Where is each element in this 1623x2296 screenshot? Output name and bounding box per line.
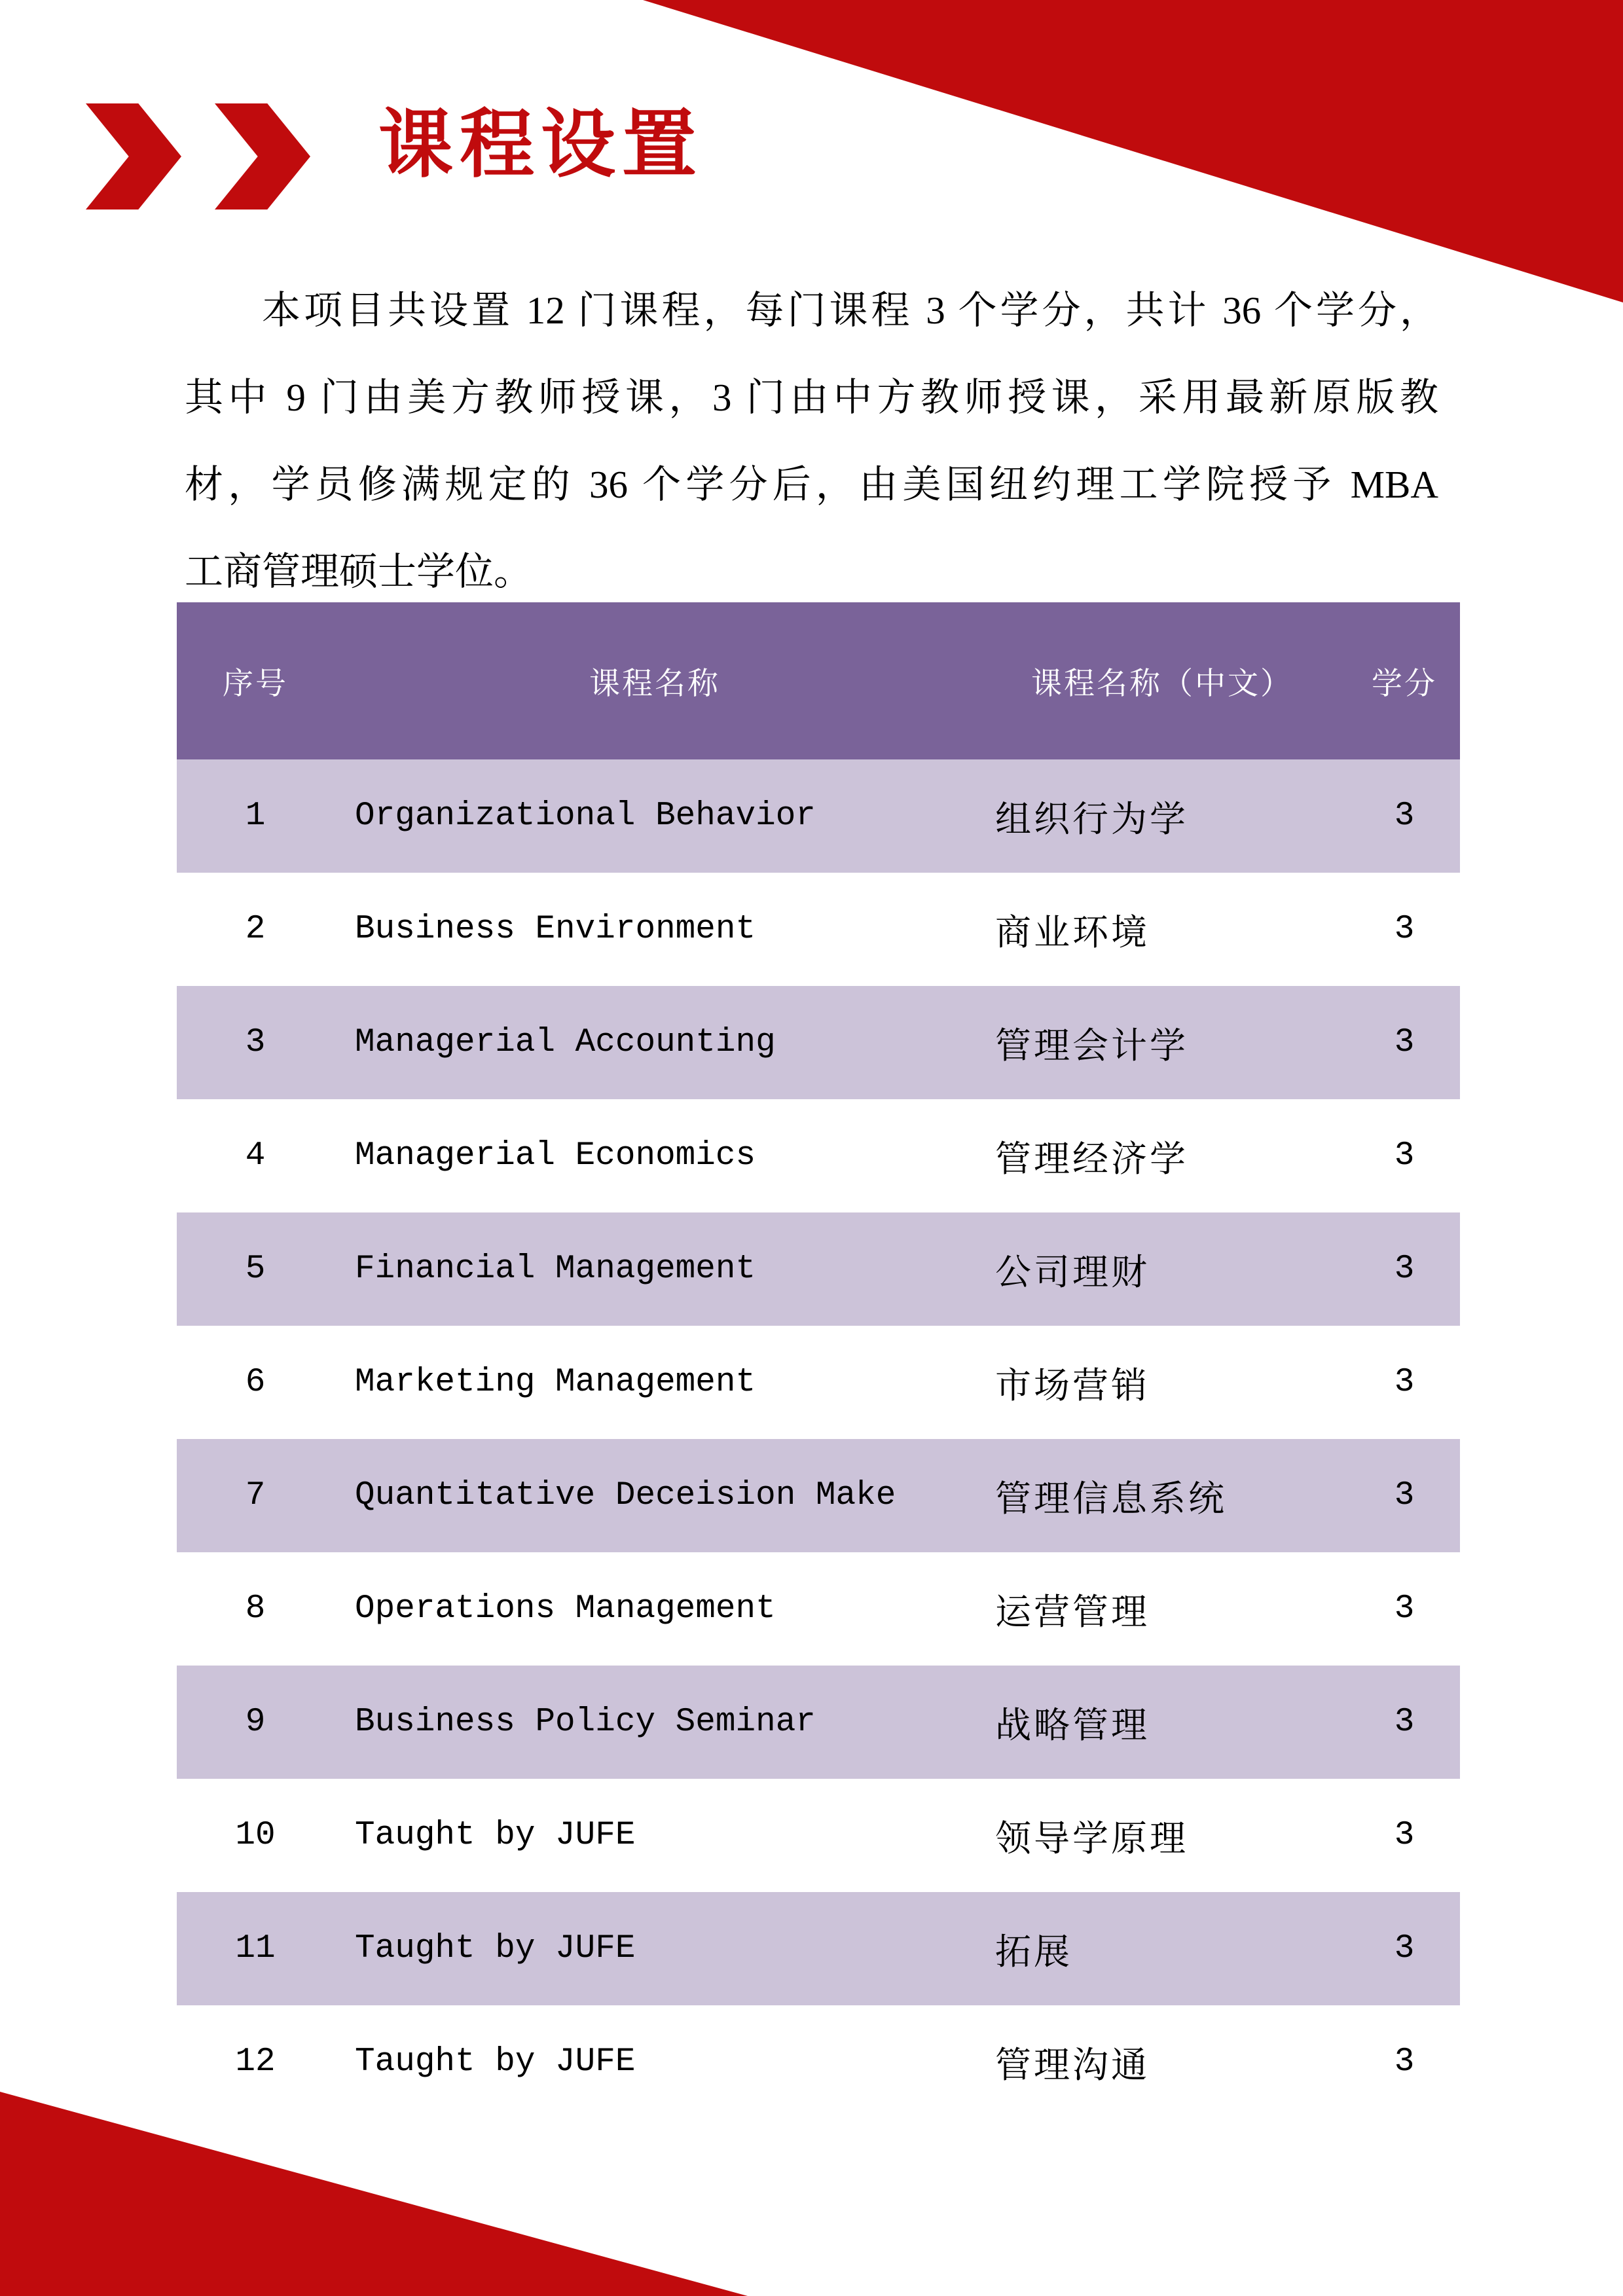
- cell-no: 10: [235, 1817, 276, 1854]
- cell-course-en: Managerial Accounting: [355, 1024, 776, 1061]
- cell-course-en: Taught by JUFE: [355, 1930, 636, 1967]
- cell-course-zh: 战略管理: [995, 1705, 1150, 1745]
- course-table: [177, 602, 1460, 2119]
- chevron-right-icon: [86, 103, 181, 210]
- intro-paragraph: [185, 267, 1438, 615]
- cell-course-zh: 组织行为学: [995, 799, 1189, 839]
- cell-credits: 3: [1394, 1137, 1415, 1175]
- cell-course-zh: 管理信息系统: [995, 1479, 1228, 1519]
- cell-credits: 3: [1394, 1364, 1415, 1401]
- table-row: [177, 1326, 1460, 1439]
- cell-no: 7: [245, 1477, 266, 1514]
- cell-no: 1: [245, 797, 266, 835]
- cell-course-zh: 管理会计学: [995, 1026, 1189, 1066]
- table-row: [177, 1099, 1460, 1212]
- cell-no: 8: [245, 1590, 266, 1628]
- header-name-en: 课程名称: [589, 666, 720, 701]
- cell-no: 4: [245, 1137, 266, 1175]
- table-row: [177, 2005, 1460, 2119]
- chevron-right-icon: [215, 103, 310, 210]
- table-header-row: [177, 602, 1460, 759]
- table-row: [177, 1212, 1460, 1326]
- cell-course-en: Quantitative Deceision Make: [355, 1477, 896, 1514]
- section-header: [0, 0, 1623, 249]
- cell-no: 3: [245, 1024, 266, 1061]
- cell-course-zh: 商业环境: [995, 913, 1150, 953]
- table-row: [177, 1666, 1460, 1779]
- header-no: 序号: [223, 666, 288, 701]
- cell-credits: 3: [1394, 1024, 1415, 1061]
- cell-credits: 3: [1394, 1250, 1415, 1288]
- cell-course-en: Taught by JUFE: [355, 1817, 636, 1854]
- cell-course-zh: 运营管理: [995, 1592, 1150, 1632]
- cell-credits: 3: [1394, 1477, 1415, 1514]
- cell-course-zh: 领导学原理: [995, 1819, 1189, 1859]
- cell-course-zh: 管理沟通: [995, 2045, 1150, 2085]
- table-row: [177, 986, 1460, 1099]
- cell-course-en: Financial Management: [355, 1250, 756, 1288]
- intro-line: 材，学员修满规定的 36 个学分后，由美国纽约理工学院授予 MBA: [185, 463, 1438, 506]
- cell-course-zh: 拓展: [995, 1932, 1073, 1972]
- page-title: 课程设置: [378, 103, 704, 187]
- cell-course-en: Managerial Economics: [355, 1137, 756, 1175]
- cell-credits: 3: [1394, 797, 1415, 835]
- header-name-zh: 课程名称（中文）: [1031, 666, 1293, 701]
- cell-credits: 3: [1394, 1590, 1415, 1628]
- table-row: [177, 1439, 1460, 1552]
- corner-triangle-bottom-left: [0, 2092, 748, 2296]
- cell-course-en: Business Policy Seminar: [355, 1704, 816, 1741]
- table-row: [177, 759, 1460, 873]
- cell-no: 5: [245, 1250, 266, 1288]
- intro-line: 本项目共设置 12 门课程，每门课程 3 个学分，共计 36 个学分，: [262, 289, 1438, 332]
- cell-credits: 3: [1394, 911, 1415, 948]
- cell-no: 9: [245, 1704, 266, 1741]
- cell-credits: 3: [1394, 1817, 1415, 1854]
- intro-line: 其中 9 门由美方教师授课，3 门由中方教师授课，采用最新原版教: [185, 376, 1438, 419]
- table-row: [177, 1552, 1460, 1666]
- table-row: [177, 1892, 1460, 2005]
- cell-credits: 3: [1394, 2043, 1415, 2081]
- cell-no: 12: [235, 2043, 276, 2081]
- cell-course-zh: 市场营销: [995, 1366, 1150, 1406]
- cell-course-en: Marketing Management: [355, 1364, 756, 1401]
- cell-no: 11: [235, 1930, 276, 1967]
- header-credits: 学分: [1372, 666, 1437, 701]
- cell-course-en: Taught by JUFE: [355, 2043, 636, 2081]
- cell-course-en: Business Environment: [355, 911, 756, 948]
- table-row: [177, 1779, 1460, 1892]
- cell-no: 6: [245, 1364, 266, 1401]
- cell-course-zh: 管理经济学: [995, 1139, 1189, 1179]
- intro-line: 工商管理硕士学位。: [185, 550, 533, 593]
- table-row: [177, 873, 1460, 986]
- cell-no: 2: [245, 911, 266, 948]
- cell-course-zh: 公司理财: [995, 1252, 1150, 1292]
- cell-course-en: Organizational Behavior: [355, 797, 816, 835]
- cell-credits: 3: [1394, 1930, 1415, 1967]
- cell-credits: 3: [1394, 1704, 1415, 1741]
- cell-course-en: Operations Management: [355, 1590, 776, 1628]
